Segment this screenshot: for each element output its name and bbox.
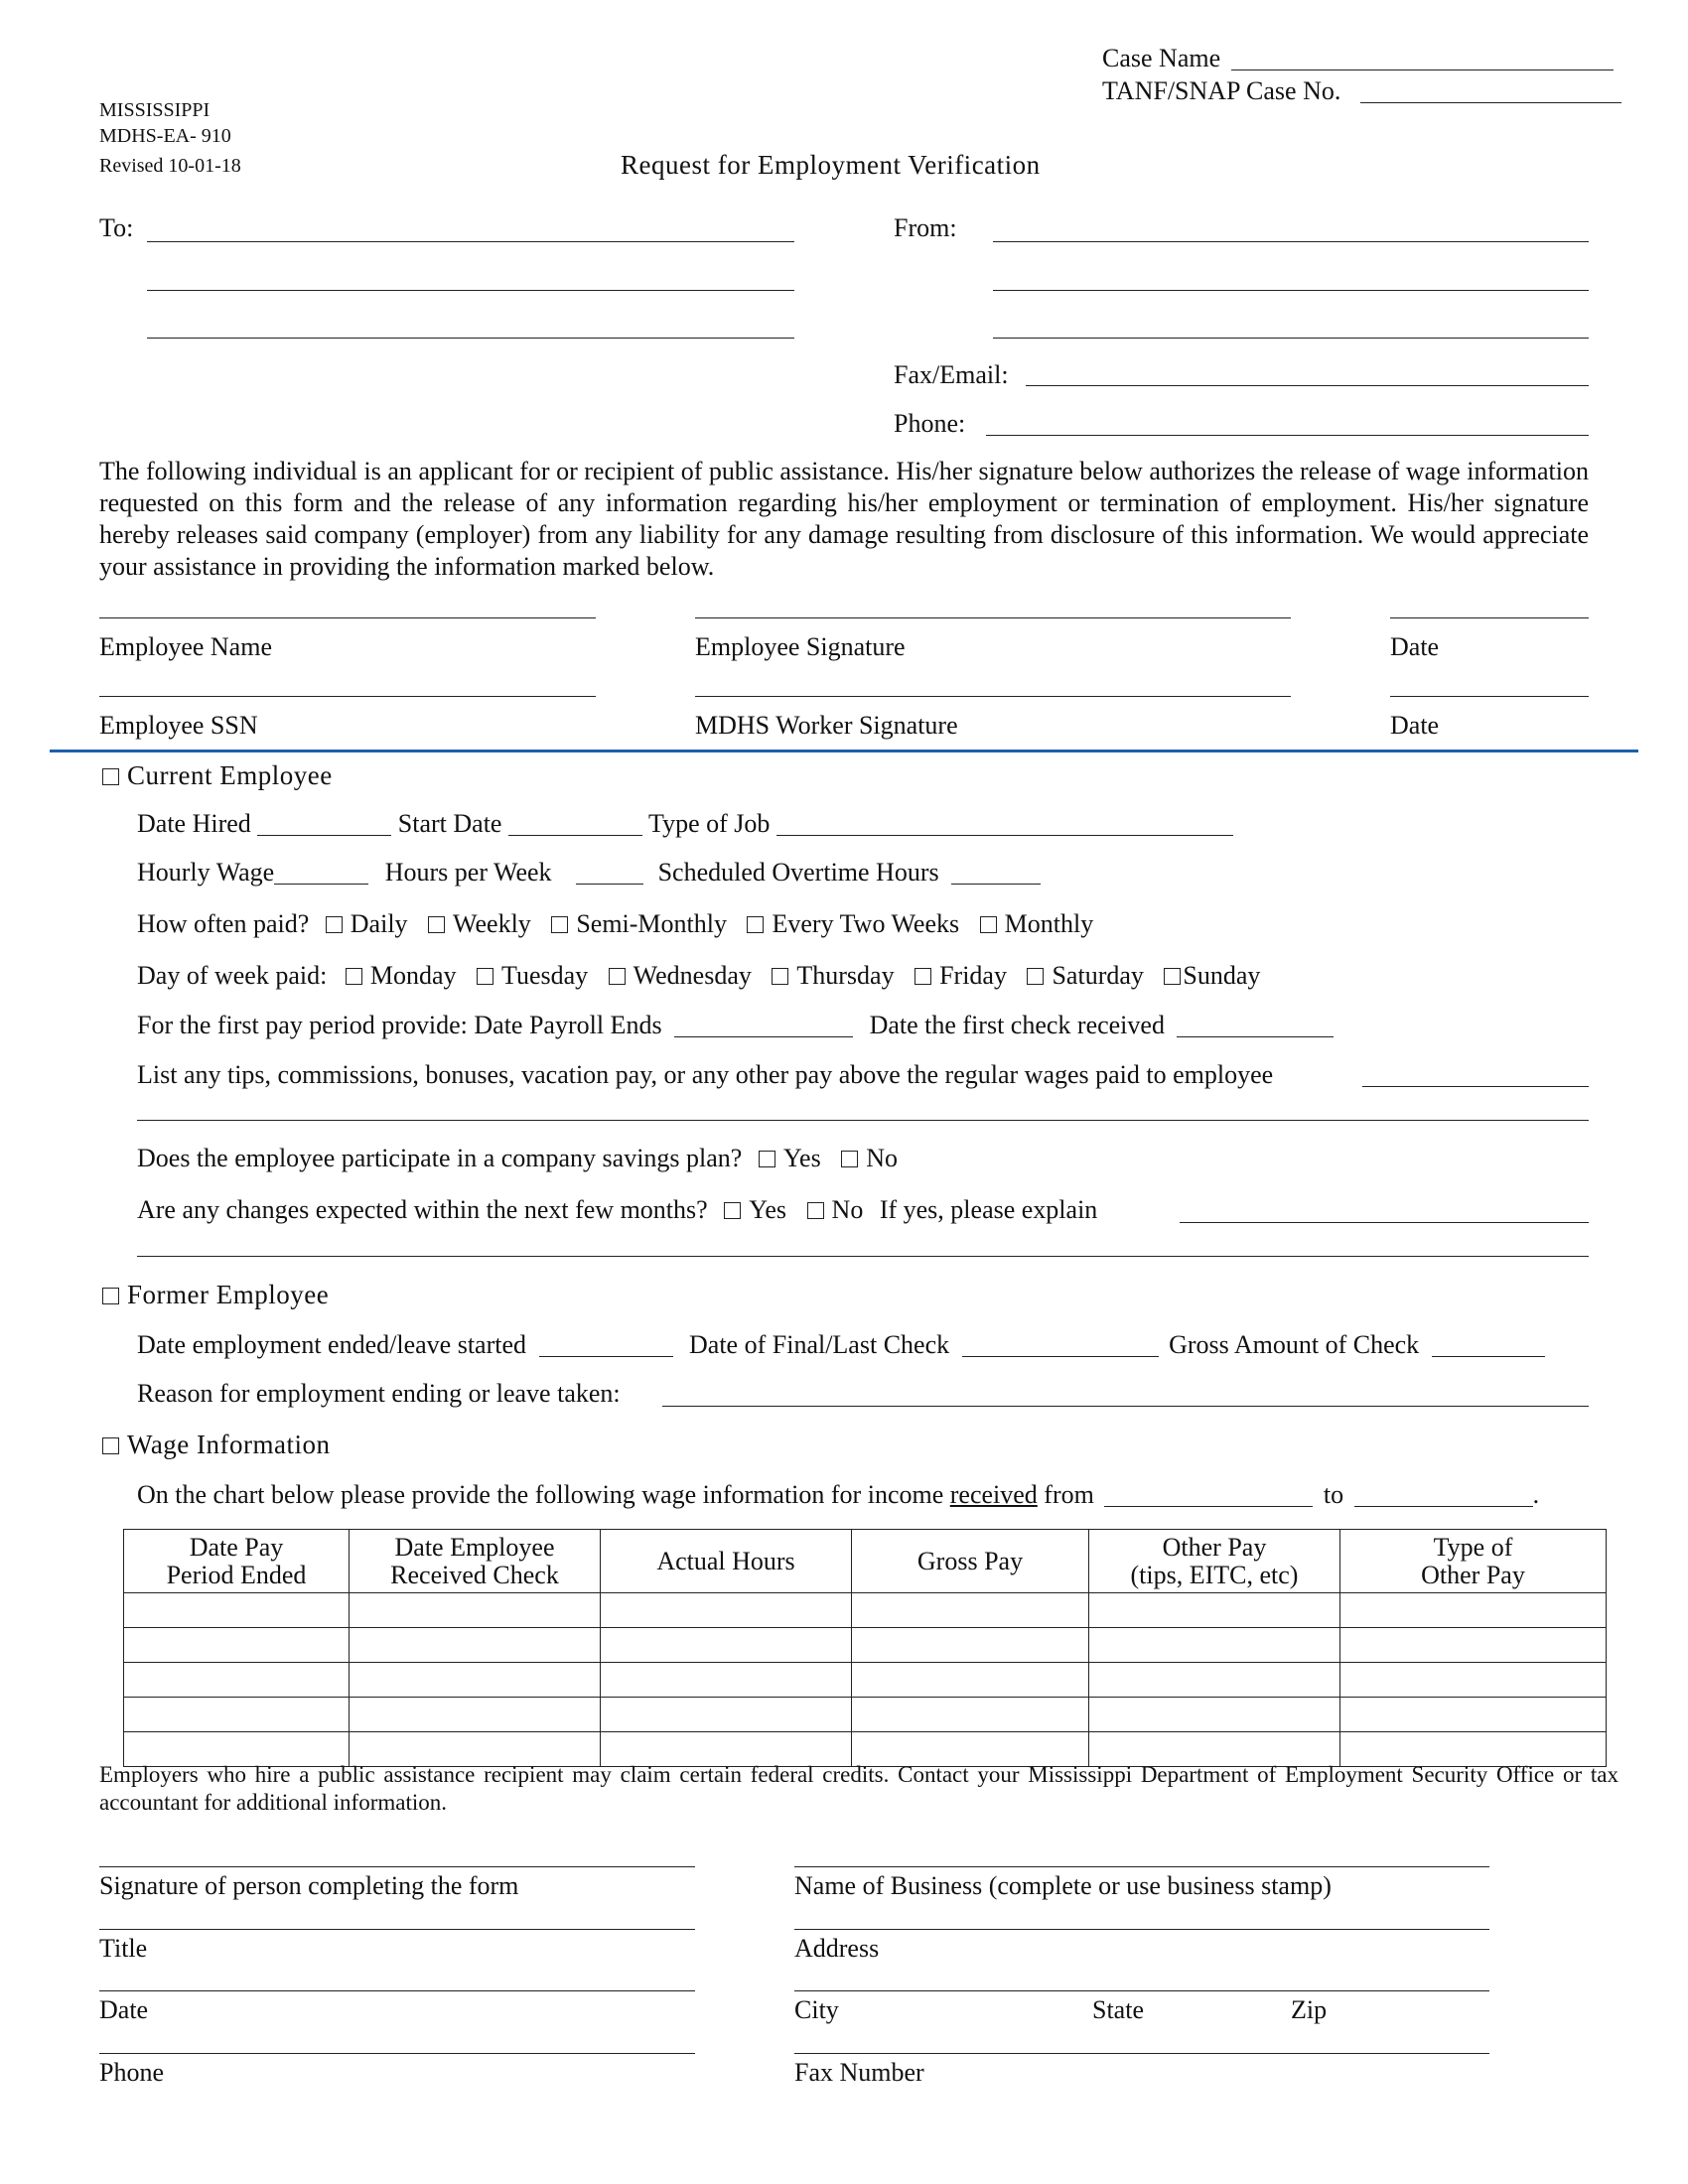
from-label: From: bbox=[894, 213, 957, 242]
table-cell[interactable] bbox=[852, 1628, 1089, 1663]
employee-name-label: Employee Name bbox=[99, 632, 272, 661]
tips-label: List any tips, commissions, bonuses, vacation pay, or any other pay above the regular wages paid to employee bbox=[137, 1060, 1274, 1089]
former-employee-heading: Former Employee bbox=[102, 1280, 329, 1310]
table-cell[interactable] bbox=[350, 1593, 601, 1628]
instruction-from: from bbox=[1037, 1480, 1094, 1509]
first-check-field[interactable] bbox=[1177, 1015, 1334, 1037]
checkbox-icon[interactable] bbox=[551, 916, 568, 933]
table-cell[interactable] bbox=[1340, 1663, 1607, 1698]
gross-amount-label: Gross Amount of Check bbox=[1169, 1330, 1420, 1359]
intro-paragraph: The following individual is an applicant for or recipient of public assistance. His/her signature below authorizes the release of wage information requested on this form and the release of any information regarding his/her employment or termination of employment. His/her signature hereby releases said company (employer) from any liability for any damage resulting from disclosure of this information. We would appreciate your assistance in providing the information marked below. bbox=[99, 457, 1589, 581]
date-ended-label: Date employment ended/leave started bbox=[137, 1330, 527, 1359]
type-of-job-label: Type of Job bbox=[648, 809, 771, 838]
footer-date-label: Date bbox=[99, 1995, 149, 2024]
to-line-1[interactable] bbox=[147, 241, 794, 242]
col-actual-hours: Actual Hours bbox=[601, 1530, 852, 1593]
employee-signature-line[interactable] bbox=[695, 617, 1291, 618]
tips-field[interactable] bbox=[1362, 1086, 1589, 1087]
to-label: To: bbox=[99, 213, 134, 242]
state-label: MISSISSIPPI bbox=[99, 99, 211, 121]
table-cell[interactable] bbox=[1340, 1628, 1607, 1663]
revised-date: Revised 10-01-18 bbox=[99, 155, 241, 177]
former-employee-checkbox[interactable] bbox=[102, 1288, 119, 1304]
table-cell[interactable] bbox=[124, 1698, 350, 1732]
address-label: Address bbox=[794, 1934, 880, 1963]
savings-label: Does the employee participate in a company savings plan? bbox=[137, 1144, 743, 1172]
tips-row bbox=[137, 1060, 1273, 1090]
day-saturday[interactable]: Saturday bbox=[1027, 961, 1143, 990]
wage-instruction: On the chart below please provide the following wage information for income received from to . bbox=[137, 1480, 1540, 1509]
explain-label: If yes, please explain bbox=[879, 1195, 1098, 1224]
table-cell[interactable] bbox=[601, 1628, 852, 1663]
former-dates-row bbox=[137, 1330, 1545, 1360]
table-cell[interactable] bbox=[852, 1663, 1089, 1698]
instruction-received: received bbox=[949, 1480, 1038, 1509]
case-no-field[interactable] bbox=[1360, 102, 1621, 103]
explain-field[interactable] bbox=[1180, 1222, 1589, 1223]
section-divider bbox=[50, 750, 1638, 752]
zip-label: Zip bbox=[1291, 1995, 1328, 2024]
hourly-wage-field[interactable] bbox=[274, 862, 368, 885]
freq-weekly[interactable]: Weekly bbox=[428, 909, 531, 938]
how-often-label: How often paid? bbox=[137, 909, 310, 938]
income-to-field[interactable] bbox=[1354, 1484, 1533, 1507]
table-cell[interactable] bbox=[601, 1698, 852, 1732]
instruction-text: On the chart below please provide the following wage information for income bbox=[137, 1480, 950, 1509]
checkbox-icon[interactable] bbox=[914, 968, 931, 985]
checkbox-icon[interactable] bbox=[609, 968, 626, 985]
case-name-label: Case Name bbox=[1102, 44, 1221, 72]
final-check-label: Date of Final/Last Check bbox=[689, 1330, 950, 1359]
table-row bbox=[124, 1663, 1607, 1698]
checkbox-icon[interactable] bbox=[1027, 968, 1044, 985]
fax-number-label: Fax Number bbox=[794, 2058, 924, 2087]
checkbox-icon[interactable] bbox=[841, 1151, 858, 1167]
freq-daily[interactable]: Daily bbox=[326, 909, 408, 938]
checkbox-icon[interactable] bbox=[326, 916, 343, 933]
business-label: Name of Business (complete or use business stamp) bbox=[794, 1871, 1332, 1900]
federal-credits-note: Employers who hire a public assistance recipient may claim certain federal credits. Contact your Mississippi Department of Employment Security Office or tax accountant for additional information. bbox=[99, 1762, 1618, 1815]
reason-row bbox=[137, 1379, 621, 1409]
checkbox-icon[interactable] bbox=[980, 916, 997, 933]
phone-label: Phone: bbox=[894, 409, 966, 438]
wage-info-checkbox[interactable] bbox=[102, 1437, 119, 1454]
hours-per-week-field[interactable] bbox=[576, 862, 643, 885]
tips-field-line-2[interactable] bbox=[137, 1120, 1589, 1121]
day-monday[interactable]: Monday bbox=[346, 961, 457, 990]
date-hired-label: Date Hired bbox=[137, 809, 251, 838]
checkbox-icon[interactable] bbox=[747, 916, 764, 933]
start-date-label: Start Date bbox=[397, 809, 502, 838]
table-cell[interactable] bbox=[350, 1698, 601, 1732]
footer-phone-label: Phone bbox=[99, 2058, 164, 2087]
pay-frequency-row bbox=[137, 909, 1093, 939]
checkbox-icon[interactable] bbox=[346, 968, 362, 985]
form-code: MDHS-EA- 910 bbox=[99, 125, 231, 147]
day-friday[interactable]: Friday bbox=[914, 961, 1007, 990]
checkbox-icon[interactable] bbox=[477, 968, 493, 985]
wage-table-header bbox=[124, 1530, 1607, 1593]
title-line[interactable] bbox=[99, 1929, 695, 1930]
reason-label: Reason for employment ending or leave taken: bbox=[137, 1379, 621, 1408]
day-wednesday[interactable]: Wednesday bbox=[609, 961, 752, 990]
changes-label: Are any changes expected within the next few months? bbox=[137, 1195, 708, 1224]
date-payroll-ends-field[interactable] bbox=[674, 1015, 853, 1037]
final-check-field[interactable] bbox=[962, 1334, 1159, 1357]
fax-number-line[interactable] bbox=[794, 2053, 1489, 2054]
wage-table bbox=[123, 1529, 1607, 1767]
case-name-field[interactable] bbox=[1231, 69, 1614, 70]
changes-yes[interactable]: Yes bbox=[724, 1195, 786, 1224]
table-cell[interactable] bbox=[601, 1663, 852, 1698]
state-label: State bbox=[1092, 1995, 1144, 2024]
checkbox-icon[interactable] bbox=[772, 968, 788, 985]
col-gross-pay: Gross Pay bbox=[852, 1530, 1089, 1593]
employee-ssn-line[interactable] bbox=[99, 696, 596, 697]
date2-label: Date bbox=[1390, 711, 1440, 740]
checkbox-icon[interactable] bbox=[807, 1202, 824, 1219]
page-title: Request for Employment Verification bbox=[621, 150, 1041, 180]
table-cell[interactable] bbox=[124, 1663, 350, 1698]
employee-name-line[interactable] bbox=[99, 617, 596, 618]
freq-every-two-weeks[interactable]: Every Two Weeks bbox=[747, 909, 959, 938]
table-cell[interactable] bbox=[852, 1698, 1089, 1732]
table-cell[interactable] bbox=[350, 1663, 601, 1698]
employee-ssn-label: Employee SSN bbox=[99, 711, 258, 740]
signature-line[interactable] bbox=[99, 1866, 695, 1867]
freq-monthly[interactable]: Monthly bbox=[980, 909, 1094, 938]
date-payroll-ends-label: For the first pay period provide: Date Payroll Ends bbox=[137, 1011, 662, 1039]
freq-semi-monthly[interactable]: Semi-Monthly bbox=[551, 909, 727, 938]
col-other-pay: Other Pay (tips, EITC, etc) bbox=[1089, 1530, 1340, 1593]
reason-field[interactable] bbox=[662, 1406, 1589, 1407]
income-from-field[interactable] bbox=[1104, 1484, 1313, 1507]
checkbox-icon[interactable] bbox=[724, 1202, 741, 1219]
savings-yes[interactable]: Yes bbox=[759, 1144, 821, 1172]
worker-signature-label: MDHS Worker Signature bbox=[695, 711, 958, 740]
table-cell[interactable] bbox=[124, 1593, 350, 1628]
instruction-to: to bbox=[1323, 1480, 1344, 1509]
phone-field[interactable] bbox=[986, 435, 1589, 436]
col-date-pay-period: Date Pay Period Ended bbox=[124, 1530, 350, 1593]
to-line-2[interactable] bbox=[147, 290, 794, 291]
table-cell[interactable] bbox=[124, 1628, 350, 1663]
date2-line[interactable] bbox=[1390, 696, 1589, 697]
wage-info-heading: Wage Information bbox=[102, 1430, 331, 1460]
overtime-field[interactable] bbox=[951, 862, 1041, 885]
col-date-received: Date Employee Received Check bbox=[350, 1530, 601, 1593]
from-line-2[interactable] bbox=[993, 290, 1589, 291]
day-paid-row bbox=[137, 961, 1260, 991]
table-cell[interactable] bbox=[350, 1628, 601, 1663]
start-date-field[interactable] bbox=[508, 813, 642, 836]
savings-row bbox=[137, 1144, 898, 1173]
signature-label: Signature of person completing the form bbox=[99, 1871, 519, 1900]
hours-per-week-label: Hours per Week bbox=[384, 858, 552, 887]
case-no-label: TANF/SNAP Case No. bbox=[1102, 76, 1341, 105]
to-line-3[interactable] bbox=[147, 338, 794, 339]
worker-signature-line[interactable] bbox=[695, 696, 1291, 697]
gross-amount-field[interactable] bbox=[1432, 1334, 1545, 1357]
date1-line[interactable] bbox=[1390, 617, 1589, 618]
first-check-label: Date the first check received bbox=[869, 1011, 1165, 1039]
fax-email-field[interactable] bbox=[1026, 385, 1589, 386]
title-label: Title bbox=[99, 1934, 148, 1963]
city-label: City bbox=[794, 1995, 839, 2024]
business-line[interactable] bbox=[794, 1866, 1489, 1867]
changes-no[interactable]: No bbox=[807, 1195, 864, 1224]
address-line[interactable] bbox=[794, 1929, 1489, 1930]
savings-no[interactable]: No bbox=[841, 1144, 898, 1172]
date1-label: Date bbox=[1390, 632, 1440, 661]
current-employee-checkbox[interactable] bbox=[102, 768, 119, 785]
wage-row bbox=[137, 858, 1041, 887]
date-hired-row bbox=[137, 809, 1233, 839]
changes-row bbox=[137, 1195, 1097, 1225]
table-cell[interactable] bbox=[601, 1593, 852, 1628]
col-type-other-pay: Type of Other Pay bbox=[1340, 1530, 1607, 1593]
table-row bbox=[124, 1628, 1607, 1663]
checkbox-icon[interactable] bbox=[759, 1151, 775, 1167]
date-hired-field[interactable] bbox=[257, 813, 391, 836]
day-tuesday[interactable]: Tuesday bbox=[477, 961, 588, 990]
day-thursday[interactable]: Thursday bbox=[772, 961, 894, 990]
first-pay-row bbox=[137, 1011, 1334, 1040]
fax-email-label: Fax/Email: bbox=[894, 360, 1009, 389]
city-state-zip-line[interactable] bbox=[794, 1990, 1489, 1991]
type-of-job-field[interactable] bbox=[776, 813, 1233, 836]
checkbox-icon[interactable] bbox=[428, 916, 445, 933]
table-cell[interactable] bbox=[1089, 1663, 1340, 1698]
table-row bbox=[124, 1593, 1607, 1628]
day-paid-label: Day of week paid: bbox=[137, 961, 328, 990]
table-cell[interactable] bbox=[1340, 1593, 1607, 1628]
table-cell[interactable] bbox=[1089, 1698, 1340, 1732]
footer-date-line[interactable] bbox=[99, 1990, 695, 1991]
hourly-wage-label: Hourly Wage bbox=[137, 858, 275, 887]
date-ended-field[interactable] bbox=[539, 1334, 673, 1357]
current-employee-heading: Current Employee bbox=[102, 760, 333, 791]
table-row bbox=[124, 1698, 1607, 1732]
table-cell[interactable] bbox=[1340, 1698, 1607, 1732]
day-sunday[interactable]: Sunday bbox=[1164, 961, 1260, 990]
table-cell[interactable] bbox=[1089, 1593, 1340, 1628]
table-cell[interactable] bbox=[1089, 1628, 1340, 1663]
from-line-1[interactable] bbox=[993, 241, 1589, 242]
employee-signature-label: Employee Signature bbox=[695, 632, 906, 661]
checkbox-icon[interactable] bbox=[1164, 968, 1181, 985]
footer-phone-line[interactable] bbox=[99, 2053, 695, 2054]
explain-field-line-2[interactable] bbox=[137, 1256, 1589, 1257]
from-line-3[interactable] bbox=[993, 338, 1589, 339]
table-cell[interactable] bbox=[852, 1593, 1089, 1628]
overtime-label: Scheduled Overtime Hours bbox=[657, 858, 939, 887]
